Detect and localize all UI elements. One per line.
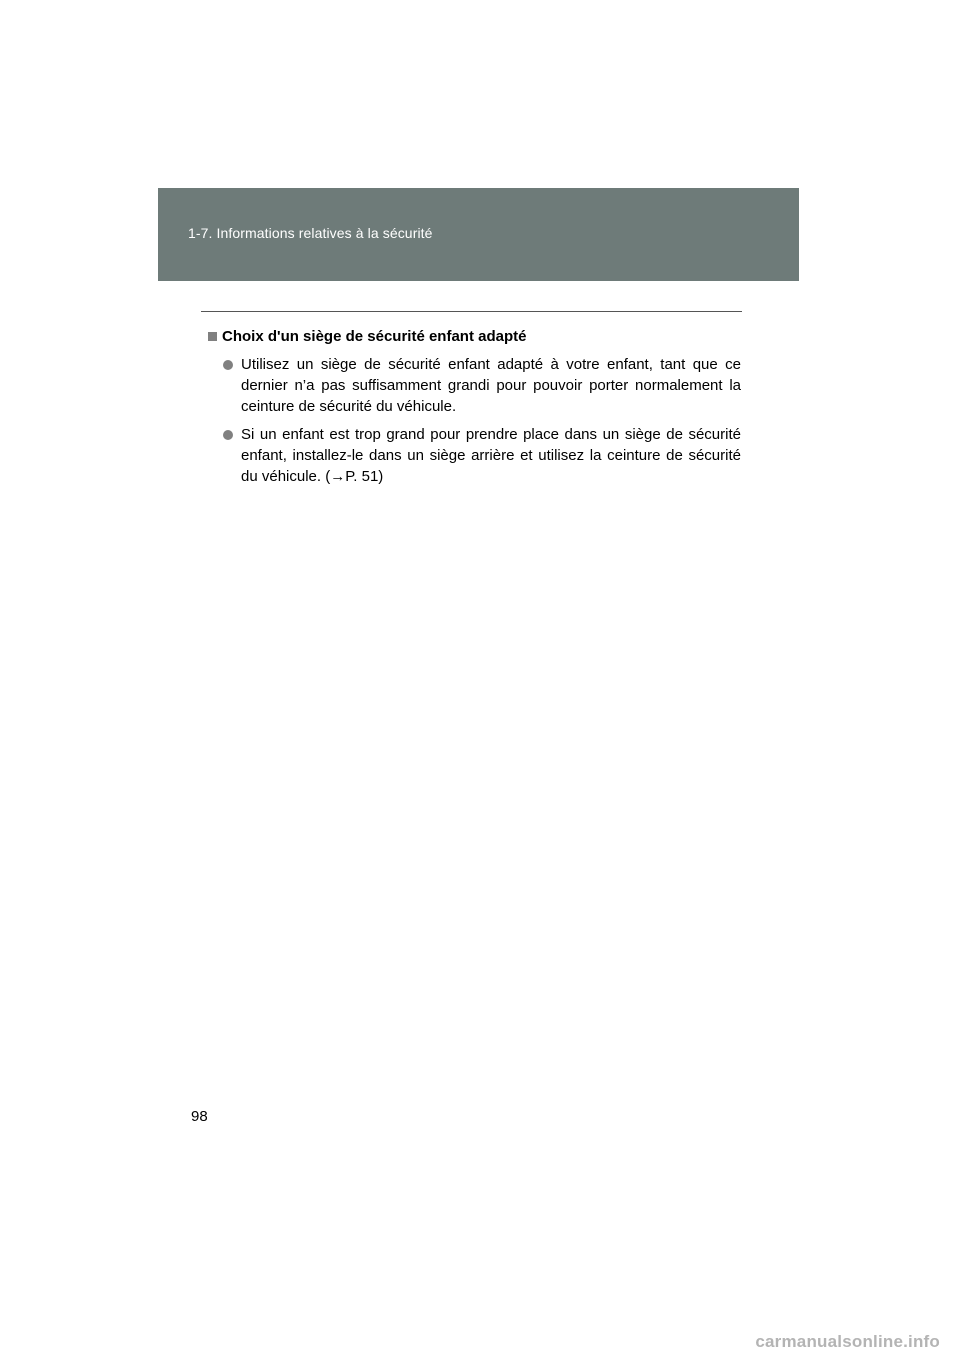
list-item <box>208 424 741 487</box>
section-content <box>208 326 741 487</box>
chapter-title: 1-7. Informations relatives à la sécurité <box>188 225 433 241</box>
list-item-text: Utilisez un siège de sécurité enfant adapté à votre enfant, tant que ce dernier n’a pas suffisamment grandi pour pouvoir porter normalement la ceinture de sécurité du véhicule. <box>241 356 741 415</box>
chapter-header <box>158 188 799 281</box>
watermark: carmanualsonline.info <box>755 1332 940 1351</box>
square-bullet-icon <box>208 332 217 341</box>
list-item <box>208 354 741 417</box>
section-heading <box>208 326 741 347</box>
section-heading-text: Choix d'un siège de sécurité enfant adapté <box>222 328 527 345</box>
list-item-text: Si un enfant est trop grand pour prendre place dans un siège de sécurité enfant, installez-le dans un siège arrière et utilisez la ceinture de sécurité du véhicule. (→P. 51) <box>241 426 741 485</box>
section-divider <box>201 311 742 312</box>
circle-bullet-icon <box>223 360 233 370</box>
circle-bullet-icon <box>223 430 233 440</box>
page-number: 98 <box>191 1108 208 1125</box>
